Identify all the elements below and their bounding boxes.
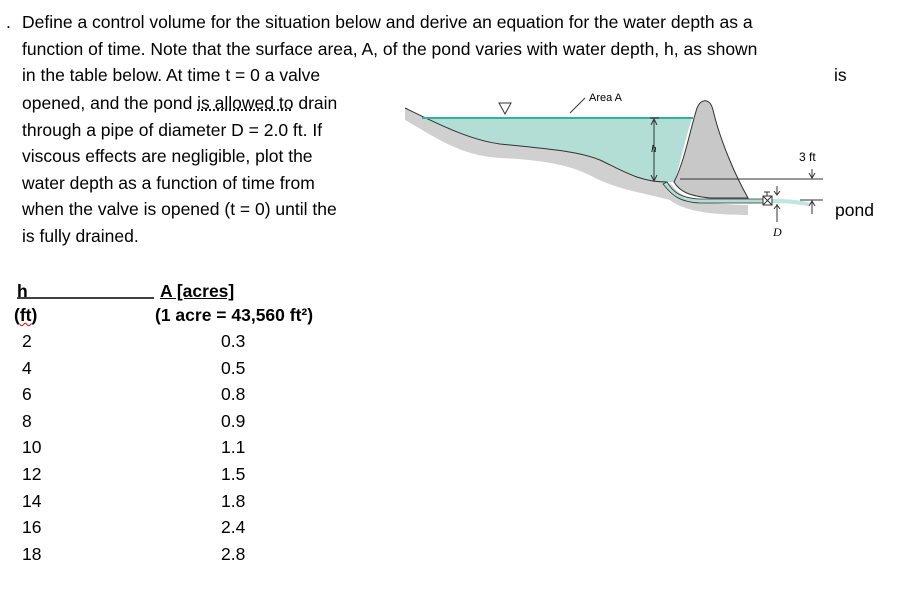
- h-value: 4: [22, 357, 32, 378]
- problem-marker: .: [6, 12, 11, 32]
- h-value: 12: [22, 464, 42, 484]
- text: ): [31, 305, 38, 325]
- text: (: [14, 305, 20, 325]
- area-leader: [570, 98, 585, 113]
- surface-marker-icon: [499, 103, 511, 114]
- h-label: h: [651, 143, 657, 155]
- a-value: 1.1: [221, 437, 246, 458]
- dam: [674, 101, 748, 198]
- h-value: 14: [22, 490, 42, 511]
- problem-line-8: when the valve is opened (t = 0) until the: [22, 199, 337, 219]
- h-value: 10: [22, 437, 42, 458]
- a-value: 0.5: [221, 357, 246, 378]
- problem-line-1: Define a control volume for the situation below and derive an equation for the water depth as a: [22, 12, 753, 32]
- h-header: h: [17, 281, 28, 301]
- a-value: 2.4: [221, 517, 246, 538]
- h-unit: [14, 305, 37, 325]
- problem-line-5: through a pipe of diameter D = 2.0 ft. If: [22, 120, 323, 140]
- problem-line-6: viscous effects are negligible, plot the: [22, 146, 313, 166]
- a-value: 1.5: [221, 464, 246, 484]
- d-label: D: [773, 225, 782, 239]
- text: is allowed to: [197, 93, 294, 113]
- a-unit: (1 acre = 43,560 ft²): [155, 305, 314, 325]
- h-value: 16: [22, 517, 42, 538]
- h-value: 8: [22, 410, 32, 431]
- problem-line-3-end: is: [834, 65, 847, 85]
- text: drain: [293, 93, 338, 113]
- h-value: 2: [22, 331, 32, 351]
- problem-line-9: is fully drained.: [22, 226, 139, 246]
- a-value: 1.8: [221, 490, 246, 511]
- problem-line-7: water depth as a function of time from: [22, 173, 315, 193]
- a-value: 0.8: [221, 384, 246, 405]
- a-header: A [acres]: [160, 281, 235, 301]
- area-label: Area A: [589, 92, 623, 104]
- text: opened, and the pond: [22, 93, 198, 113]
- depth-label: 3 ft: [799, 150, 816, 164]
- problem-line-3: in the table below. At time t = 0 a valve: [22, 65, 321, 85]
- a-value: 2.8: [221, 543, 246, 564]
- a-value: 0.3: [221, 331, 246, 351]
- pond-word: pond: [835, 200, 874, 220]
- h-value: 6: [22, 384, 32, 405]
- text: ft: [19, 305, 32, 325]
- problem-line-2: function of time. Note that the surface area, A, of the pond varies with water depth, h, as shown: [22, 39, 758, 59]
- h-value: 18: [22, 543, 42, 564]
- a-value: 0.9: [221, 410, 246, 431]
